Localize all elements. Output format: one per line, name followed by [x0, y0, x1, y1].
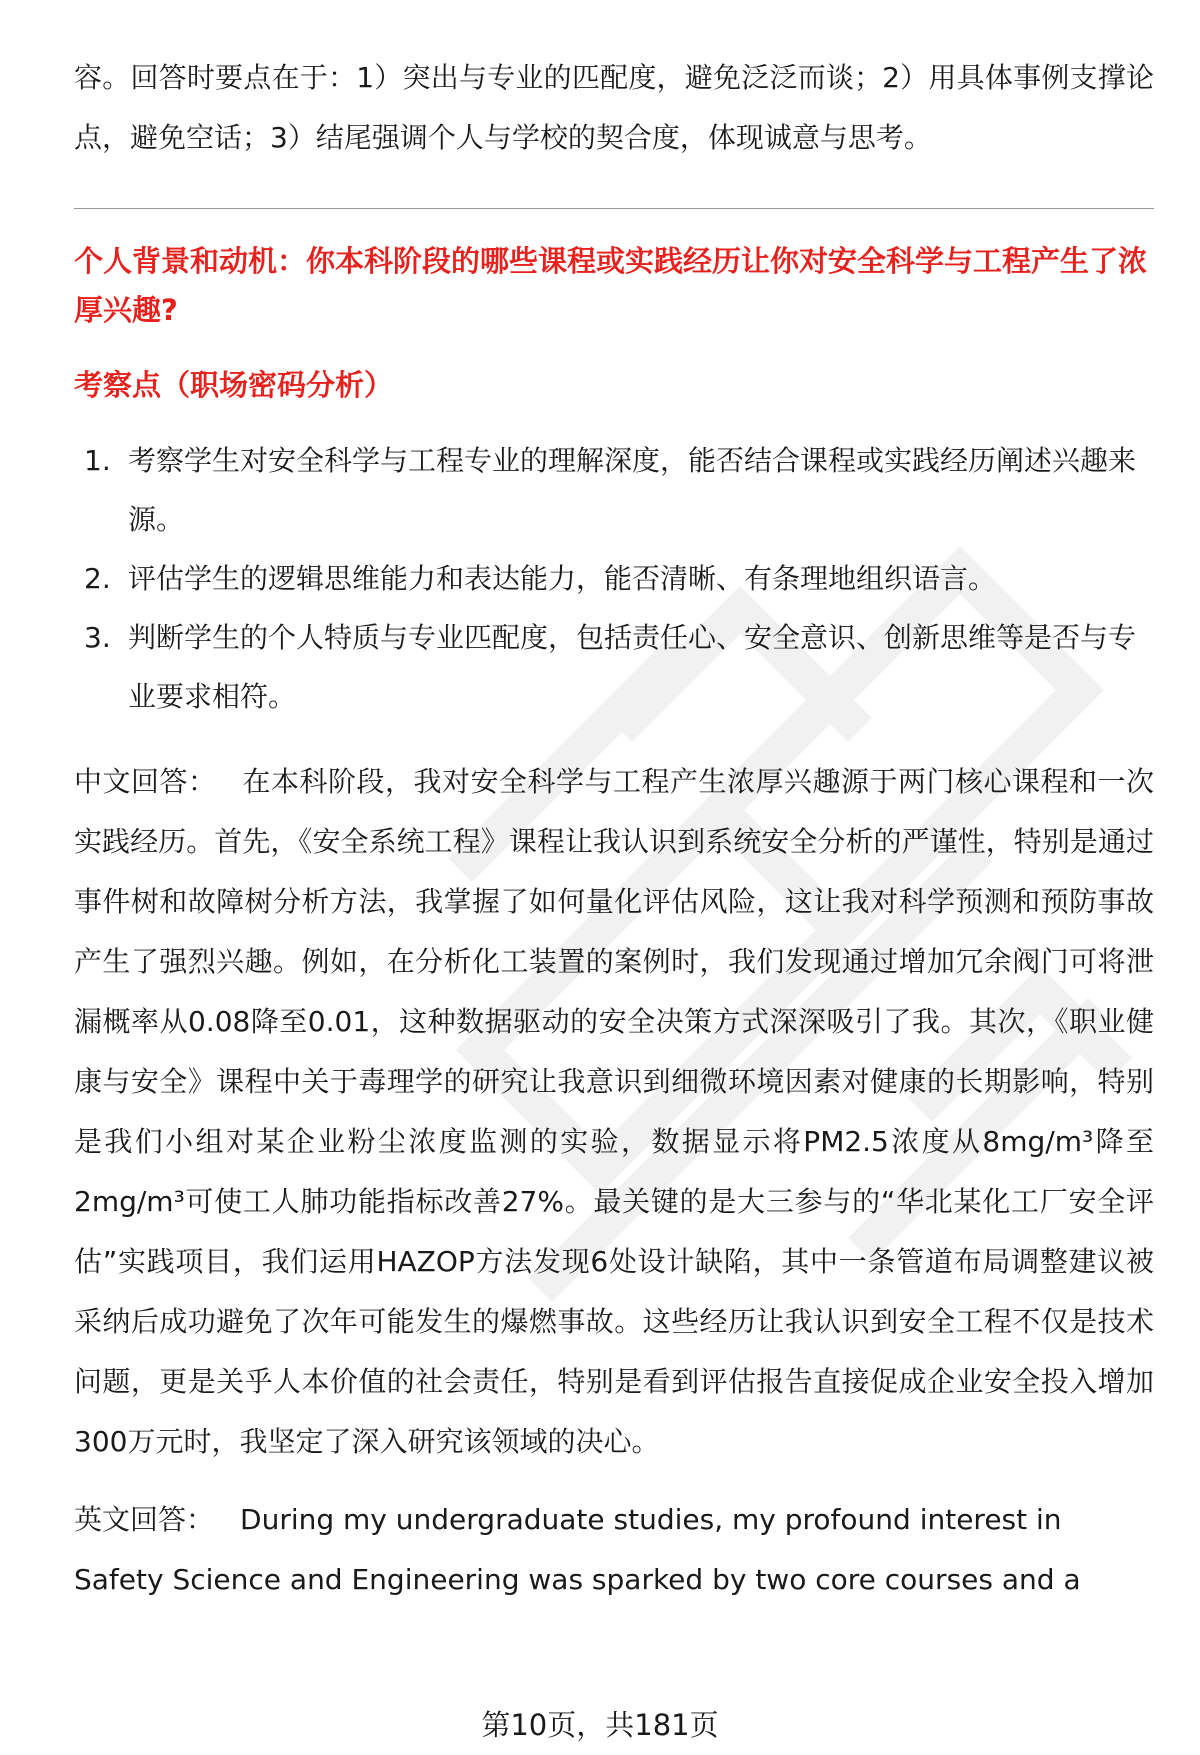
chinese-answer-paragraph: [74, 752, 1154, 1472]
list-item-number: 1.: [84, 444, 111, 477]
section-divider: [74, 208, 1154, 209]
page-number-footer: 第10页，共181页: [481, 1708, 719, 1742]
list-item-number: 2.: [84, 562, 111, 595]
assessment-heading: 考察点（职场密码分析）: [74, 368, 394, 402]
intro-paragraph: 容。回答时要点在于：1）突出与专业的匹配度，避免泛泛而谈；2）用具体事例支撑论点，避免空话；3）结尾强调个人与学校的契合度，体现诚意与思考。: [74, 61, 1154, 154]
list-item: [74, 608, 1154, 726]
document-page: [74, 48, 1154, 1610]
list-item-text: 考察学生对安全科学与工程专业的理解深度，能否结合课程或实践经历阐述兴趣来源。: [128, 444, 1137, 536]
list-item-number: 3.: [84, 621, 111, 654]
list-item: [74, 549, 1154, 608]
english-answer-paragraph: [74, 1490, 1154, 1610]
list-item-text: 评估学生的逻辑思维能力和表达能力，能否清晰、有条理地组织语言。: [128, 562, 997, 595]
assessment-list: [74, 431, 1154, 726]
list-item: [74, 431, 1154, 549]
english-answer-text: During my undergraduate studies, my profound interest in Safety Science and Engineering was sparked by two core courses and a: [74, 1503, 1081, 1596]
list-item-text: 判断学生的个人特质与专业匹配度，包括责任心、安全意识、创新思维等是否与专业要求相符。: [128, 621, 1137, 713]
question-heading: 个人背景和动机：你本科阶段的哪些课程或实践经历让你对安全科学与工程产生了浓厚兴趣?: [74, 244, 1148, 327]
chinese-answer-text: 在本科阶段，我对安全科学与工程产生浓厚兴趣源于两门核心课程和一次实践经历。首先，《安全系统工程》课程让我认识到系统安全分析的严谨性，特别是通过事件树和故障树分析方法，我掌握了如何量化评估风险，这让我对科学预测和预防事故产生了强烈兴趣。例如，在分析化工装置的案例时，我们发现通过增加冗余阀门可将泄漏概率从0.08降至0.01，这种数据驱动的安全决策方式深深吸引了我。其次，《职业健康与安全》课程中关于毒理学的研究让我意识到细微环境因素对健康的长期影响，特别是我们小组对某企业粉尘浓度监测的实验，数据显示将PM2.5浓度从8mg/m³降至2mg/m³可使工人肺功能指标改善27%。最关键的是大三参与的“华北某化工厂安全评估”实践项目，我们运用HAZOP方法发现6处设计缺陷，其中一条管道布局调整建议被采纳后成功避免了次年可能发生的爆燃事故。这些经历让我认识到安全工程不仅是技术问题，更是关乎人本价值的社会责任，特别是看到评估报告直接促成企业安全投入增加300万元时，我坚定了深入研究该领域的决心。: [74, 765, 1154, 1458]
chinese-answer-label: 中文回答：: [74, 765, 217, 798]
english-answer-label: 英文回答：: [74, 1503, 215, 1536]
